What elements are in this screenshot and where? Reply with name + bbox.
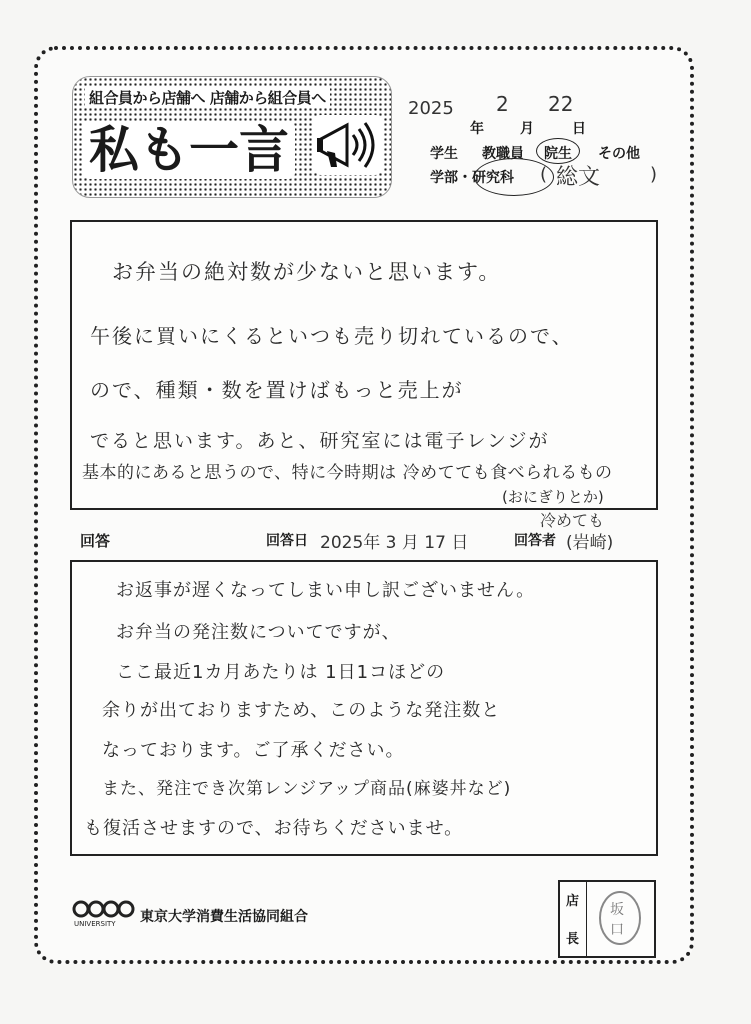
faculty-paren-open: (	[540, 164, 548, 185]
opinion-line-4: でると思います。あと、研究室には電子レンジが	[90, 430, 550, 452]
manager-stamp-box	[558, 880, 656, 958]
manager-seal	[586, 882, 656, 956]
responder-label: 回答者	[514, 533, 556, 549]
header-banner	[72, 76, 392, 198]
date-year-value: 2025	[408, 98, 454, 119]
answer-date-value: 2025年 3 月 17 日	[320, 533, 469, 553]
opinion-box	[70, 220, 658, 510]
answer-line-1: お返事が遅くなってしまい申し訳ございません。	[116, 580, 536, 601]
stamp-label-1: 店	[566, 894, 580, 909]
organization-name: 東京大学消費生活協同組合	[140, 909, 308, 925]
answer-box	[70, 560, 658, 856]
date-year-label: 年	[470, 121, 484, 137]
category-staff[interactable]: 教職員	[482, 146, 524, 162]
answer-line-6: また、発注でき次第レンジアップ商品(麻婆丼など)	[102, 779, 512, 799]
answer-line-5: なっております。ご了承ください。	[102, 740, 405, 761]
svg-text:口: 口	[610, 922, 624, 938]
date-month-value: 2	[496, 92, 509, 116]
opinion-line-5: 基本的にあると思うので、特に今時期は 冷めてても食べられるもの	[82, 463, 613, 483]
opinion-insert-note: 冷めても	[540, 511, 605, 530]
date-day-label: 日	[572, 121, 586, 137]
opinion-line-6: (おにぎりとか)	[502, 488, 604, 506]
banner-title: 私も一言	[83, 121, 295, 179]
date-day-value: 22	[548, 92, 574, 116]
faculty-label: 学部・研究科	[430, 170, 514, 186]
answer-line-3: ここ最近1カ月あたりは 1日1コほどの	[116, 662, 446, 683]
answer-label: 回答	[80, 532, 111, 550]
opinion-line-2: 午後に買いにくるといつも売り切れているので、	[90, 324, 574, 348]
responder-value: (岩崎)	[566, 533, 614, 553]
opinion-line-3: ので、種類・数を置けばもっと売上が	[90, 378, 464, 402]
megaphone-icon	[313, 115, 383, 175]
date-month-label: 月	[520, 121, 534, 137]
category-student[interactable]: 学生	[430, 146, 458, 162]
stamp-label	[560, 882, 587, 956]
category-other[interactable]: その他	[598, 146, 640, 162]
category-grad-student[interactable]: 院生	[544, 146, 572, 162]
answer-date-label: 回答日	[266, 533, 308, 549]
coop-logo-icon	[72, 898, 138, 928]
stamp-label-2: 長	[566, 932, 580, 947]
faculty-value: 総文	[556, 165, 601, 190]
faculty-paren-close: )	[650, 164, 658, 185]
answer-line-7: も復活させますので、お待ちくださいませ。	[84, 818, 464, 839]
answer-line-2: お弁当の発注数についてですが、	[116, 622, 401, 643]
svg-text:坂: 坂	[610, 902, 624, 918]
answer-line-4: 余りが出ておりますため、このような発注数と	[102, 700, 501, 721]
opinion-line-1: お弁当の絶対数が少ないと思います。	[112, 260, 502, 284]
coop-logo-sub: UNIVERSITY	[74, 920, 116, 928]
banner-subtitle: 組合員から店舗へ 店舗から組合員へ	[85, 87, 330, 108]
